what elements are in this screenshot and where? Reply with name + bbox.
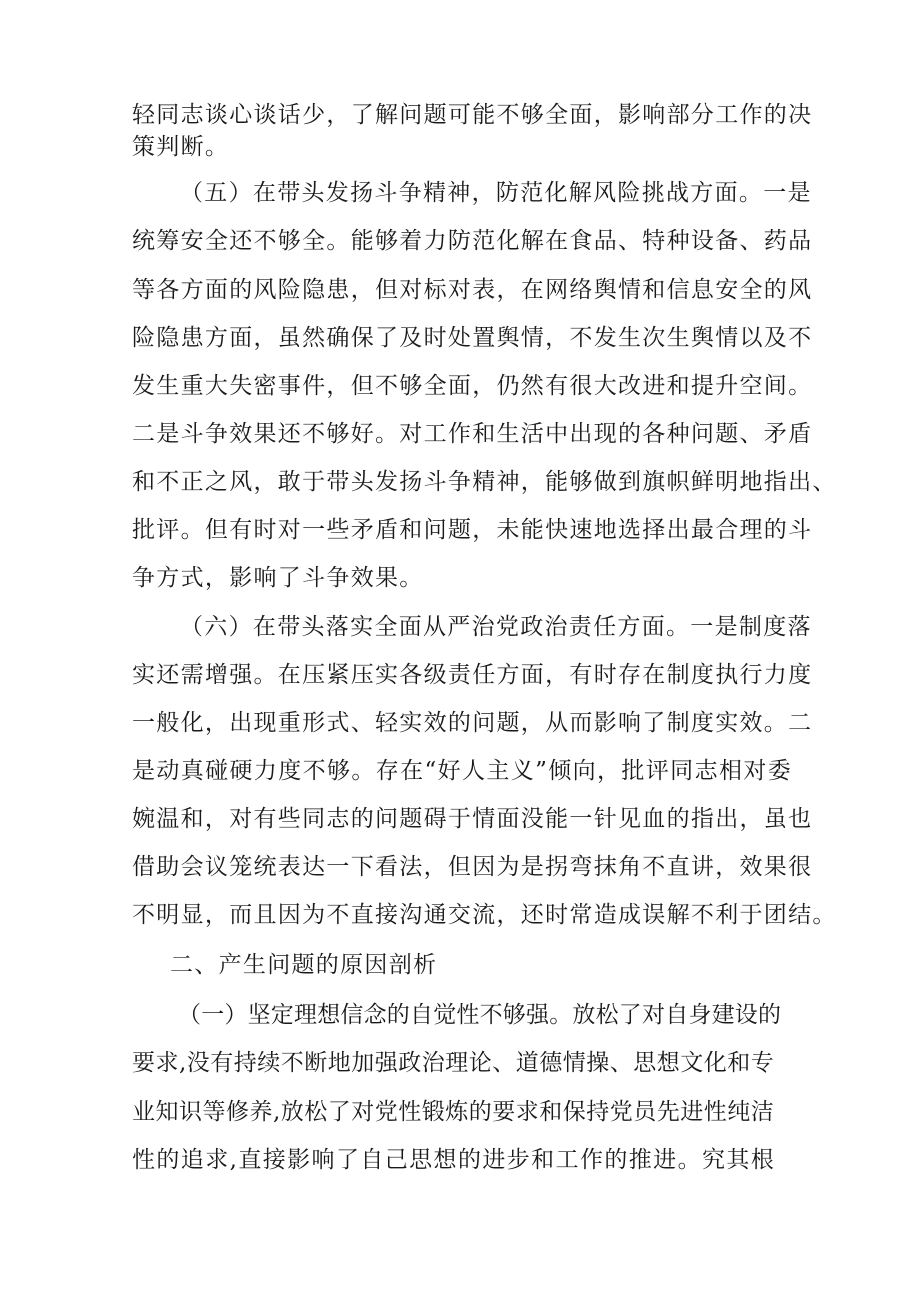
text-line: 批评。但有时对一些矛盾和问题，未能快速地选择出最合理的斗	[132, 517, 813, 543]
text-line: 业知识等修养,放松了对党性锻炼的要求和保持党员先进性纯洁	[132, 1099, 774, 1125]
text-line: 发生重大失密事件，但不够全面，仍然有很大改进和提升空间。	[132, 373, 813, 399]
text-line: 是动真碰硬力度不够。存在“好人主义”倾向，批评同志相对委	[132, 758, 792, 784]
text-line: 一般化，出现重形式、轻实效的问题，从而影响了制度实效。二	[132, 710, 813, 736]
text-line: 性的追求,直接影响了自己思想的进步和工作的推进。究其根	[132, 1147, 774, 1173]
text-line: 借助会议笼统表达一下看法，但因为是拐弯抹角不直讲，效果很	[132, 854, 813, 880]
paragraph-heading-5: （五）在带头发扬斗争精神，防范化解风险挑战方面。一是	[180, 180, 812, 206]
text-line: 和不正之风，敢于带头发扬斗争精神，能够做到旗帜鲜明地指出、	[132, 469, 837, 495]
paragraph-heading-6: （六）在带头落实全面从严治党政治责任方面。一是制度落	[180, 614, 812, 640]
text-line: 统筹安全还不够全。能够着力防范化解在食品、特种设备、药品	[132, 228, 813, 254]
text-line: 二是斗争效果还不够好。对工作和生活中出现的各种问题、矛盾	[132, 421, 813, 447]
text-line: 婉温和，对有些同志的问题碍于情面没能一针见血的指出，虽也	[132, 806, 813, 832]
text-line: 轻同志谈心谈话少，了解问题可能不够全面，影响部分工作的决	[132, 102, 813, 128]
text-line: 等各方面的风险隐患，但对标对表，在网络舆情和信息安全的风	[132, 277, 813, 303]
text-line: 争方式，影响了斗争效果。	[132, 565, 424, 591]
text-line: 要求,没有持续不断地加强政治理论、道德情操、思想文化和专	[132, 1050, 774, 1076]
text-line: 实还需增强。在压紧压实各级责任方面，有时存在制度执行力度	[132, 662, 813, 688]
section-heading: 二、产生问题的原因剖析	[170, 952, 438, 978]
text-line: 险隐患方面，虽然确保了及时处置舆情，不发生次生舆情以及不	[132, 325, 813, 351]
paragraph-heading-1: （一）坚定理想信念的自觉性不够强。放松了对自身建设的	[178, 1002, 782, 1028]
text-line: 策判断。	[132, 134, 230, 160]
text-line: 不明显，而且因为不直接沟通交流，还时常造成误解不利于团结。	[132, 902, 837, 928]
